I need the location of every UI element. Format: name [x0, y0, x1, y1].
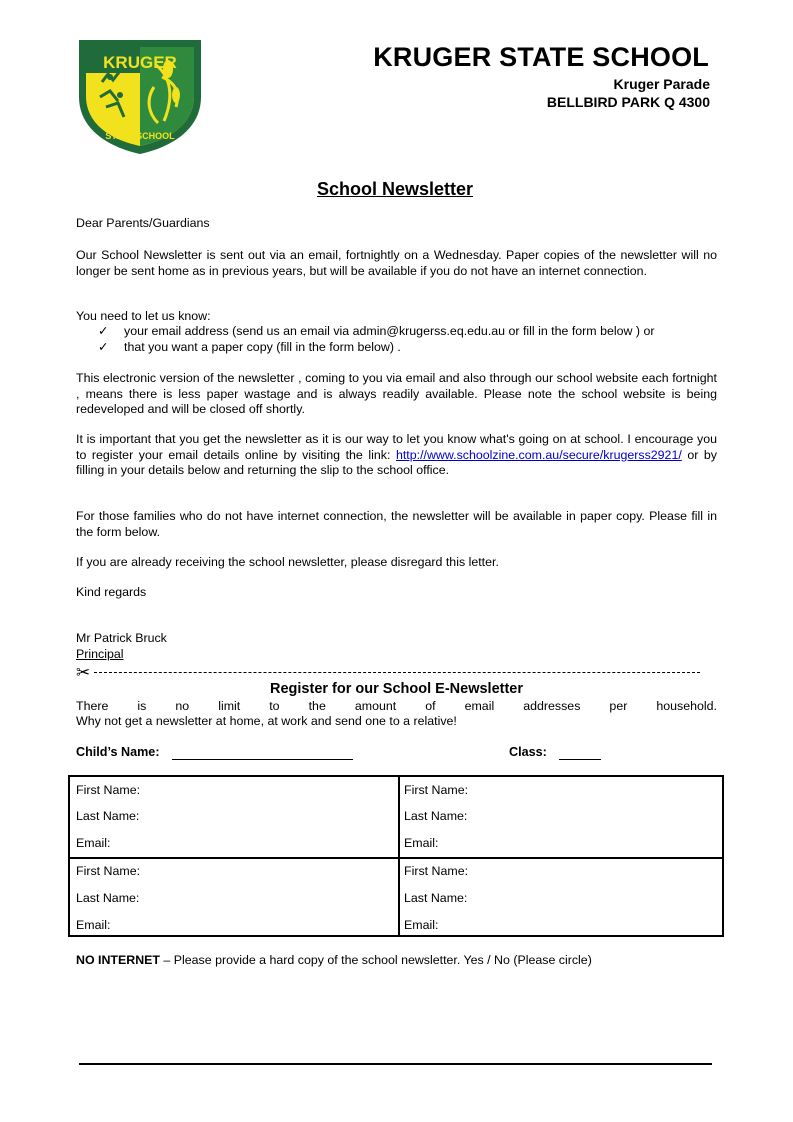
paragraph-3: It is important that you get the newsletter as it is our way to let you know what's going on at school. I encourage you to register your email details online by visiting the link: http://www.schoolzine.com.au/secure/krugerss2921/ or by filling in your details below and returning the slip to the school office.	[76, 432, 717, 477]
checkmark-icon: ✓	[98, 324, 109, 338]
no-internet-label: NO INTERNET	[76, 953, 160, 967]
signer-title: Principal	[76, 647, 124, 661]
class-label: Class:	[509, 745, 547, 759]
email-field[interactable]: Email:	[76, 836, 111, 850]
no-internet-text: – Please provide a hard copy of the school newsletter. Yes / No (Please circle)	[159, 953, 592, 967]
closing: Kind regards	[76, 585, 147, 599]
last-name-field[interactable]: Last Name:	[76, 891, 140, 905]
table-divider-horizontal	[70, 857, 722, 859]
slip-intro-line-1: There is no limit to the amount of email addresses per household.	[76, 699, 717, 713]
scissors-icon: ✂	[76, 663, 91, 682]
slip-intro-line-2: Why not get a newsletter at home, at work and send one to a relative!	[76, 714, 457, 728]
paragraph-1: Our School Newsletter is sent out via an email, fortnightly on a Wednesday. Paper copies of the newsletter will no longer be sent home as in previous years, but will be available if you do not have an internet connection.	[76, 248, 717, 278]
checkmark-icon: ✓	[98, 340, 109, 354]
first-name-field[interactable]: First Name:	[76, 864, 141, 878]
child-name-label: Child’s Name:	[76, 745, 160, 759]
checklist-item: ✓ that you want a paper copy (fill in the form below) .	[98, 340, 401, 354]
logo-text-bottom: STATE SCHOOL	[105, 131, 175, 141]
last-name-field[interactable]: Last Name:	[76, 809, 140, 823]
first-name-field[interactable]: First Name:	[76, 783, 141, 797]
logo-text-top: KRUGER	[103, 53, 177, 72]
last-name-field[interactable]: Last Name:	[404, 809, 468, 823]
paragraph-5: If you are already receiving the school newsletter, please disregard this letter.	[76, 555, 499, 569]
child-name-field[interactable]	[172, 759, 353, 760]
paragraph-4: For those families who do not have internet connection, the newsletter will be available in paper copy. Please fill in the form below.	[76, 509, 717, 539]
let-us-know: You need to let us know:	[76, 309, 211, 323]
first-name-field[interactable]: First Name:	[404, 783, 469, 797]
first-name-field[interactable]: First Name:	[404, 864, 469, 878]
paragraph-2: This electronic version of the newsletter , coming to you via email and also through our school website each fortnight , means there is less paper wastage and is always readily available. Please note the school website is being redeveloped and will be closed off shortly.	[76, 371, 717, 416]
checklist-item: ✓ your email address (send us an email via admin@krugerss.eq.edu.au or fill in the form below ) or	[98, 324, 655, 338]
email-field[interactable]: Email:	[76, 918, 111, 932]
class-field[interactable]	[559, 759, 601, 760]
no-internet-line	[76, 953, 592, 967]
address-line-1: Kruger Parade	[613, 76, 710, 92]
last-name-field[interactable]: Last Name:	[404, 891, 468, 905]
table-divider-vertical	[398, 777, 400, 935]
school-name: KRUGER STATE SCHOOL	[373, 42, 709, 72]
document-title: School Newsletter	[316, 179, 474, 199]
registration-table	[68, 775, 724, 937]
email-field[interactable]: Email:	[404, 836, 439, 850]
register-link[interactable]: http://www.schoolzine.com.au/secure/krugerss2921/	[395, 447, 682, 462]
slip-title: Register for our School E-Newsletter	[270, 681, 523, 697]
signer-name: Mr Patrick Bruck	[76, 631, 167, 645]
footer-rule	[79, 1063, 712, 1065]
cut-line	[94, 672, 700, 673]
greeting: Dear Parents/Guardians	[76, 216, 210, 230]
school-crest-logo	[76, 37, 204, 155]
address-line-2: BELLBIRD PARK Q 4300	[546, 94, 710, 110]
email-field[interactable]: Email:	[404, 918, 439, 932]
